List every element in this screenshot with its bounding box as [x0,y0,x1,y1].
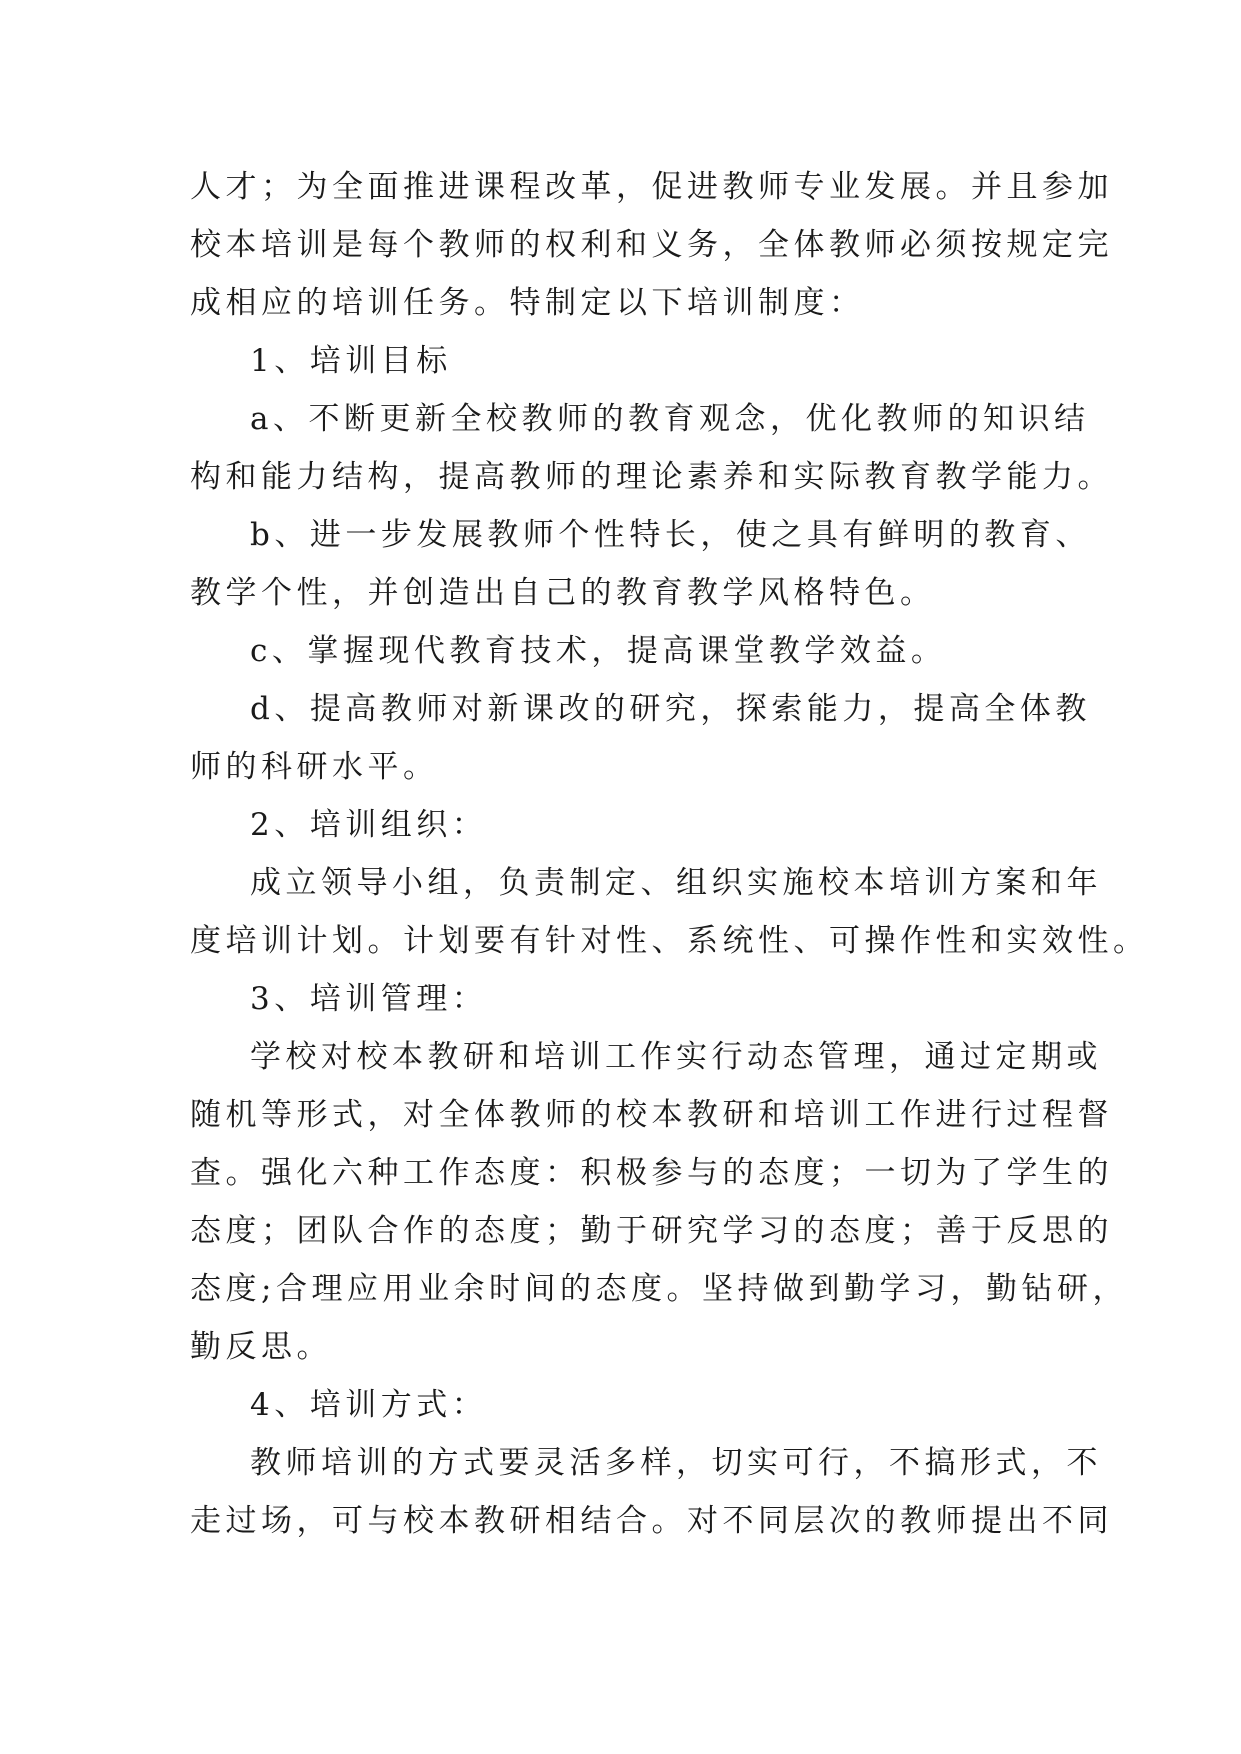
text-line: 教学个性，并创造出自己的教育教学风格特色。 [190,575,936,611]
text-line: 随机等形式，对全体教师的校本教研和培训工作进行过程督 [190,1097,1113,1133]
text-line: 度培训计划。计划要有针对性、系统性、可操作性和实效性。 [190,923,1149,959]
text-line: b、进一步发展教师个性特长，使之具有鲜明的教育、 [250,517,1091,553]
document-body [190,158,1149,1550]
section-heading: 1、培训目标 [250,343,452,379]
text-line: 学校对校本教研和培训工作实行动态管理，通过定期或 [250,1039,1102,1075]
text-line: a、不断更新全校教师的教育观念，优化教师的知识结 [250,401,1090,437]
text-line: c、掌握现代教育技术，提高课堂教学效益。 [250,633,947,669]
text-line: 师的科研水平。 [190,749,439,785]
text-line: 教师培训的方式要灵活多样，切实可行，不搞形式，不 [250,1445,1102,1481]
section-heading: 2、培训组织： [250,807,488,843]
section-heading: 3、培训管理： [250,981,488,1017]
text-line: 校本培训是每个教师的权利和义务，全体教师必须按规定完 [190,227,1113,263]
text-line: 构和能力结构，提高教师的理论素养和实际教育教学能力。 [190,459,1113,495]
text-line: 走过场，可与校本教研相结合。对不同层次的教师提出不同 [190,1503,1113,1539]
section-heading: 4、培训方式： [250,1387,488,1423]
text-line: d、提高教师对新课改的研究，探索能力，提高全体教 [250,691,1091,727]
text-line: 成相应的培训任务。特制定以下培训制度： [190,285,865,321]
text-line: 态度；团队合作的态度；勤于研究学习的态度；善于反思的 [190,1213,1113,1249]
text-line: 人才；为全面推进课程改革，促进教师专业发展。并且参加 [190,169,1113,205]
text-line: 态度;合理应用业余时间的态度。坚持做到勤学习，勤钻研， [190,1271,1128,1307]
text-line: 成立领导小组，负责制定、组织实施校本培训方案和年 [250,865,1102,901]
text-line: 勤反思。 [190,1329,332,1365]
text-line: 查。强化六种工作态度：积极参与的态度；一切为了学生的 [190,1155,1113,1191]
